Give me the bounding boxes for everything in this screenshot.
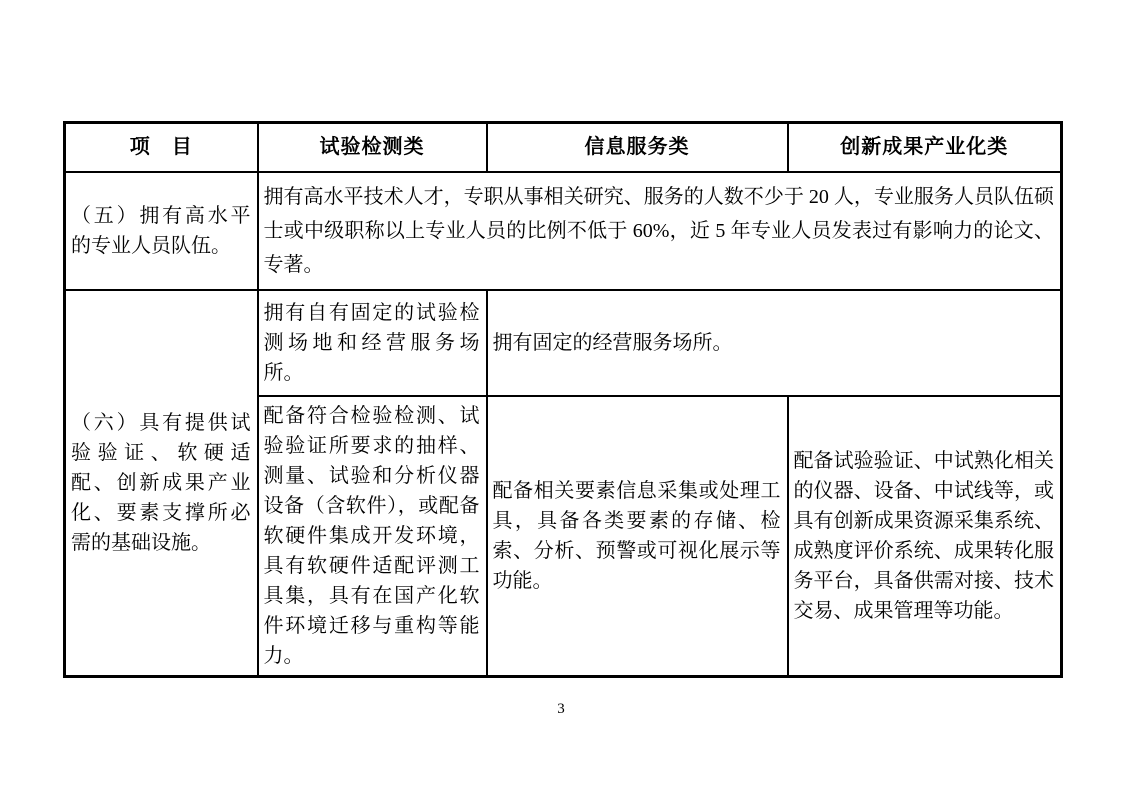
criteria-table	[63, 121, 1063, 678]
row6-innovation-facilities-cell: 配备试验验证、中试熟化相关的仪器、设备、中试线等，或具有创新成果资源采集系统、成熟度评价系统、成果转化服务平台，具备供需对接、技术交易、成果管理等功能。	[788, 396, 1062, 677]
column-header-info-service: 信息服务类	[487, 123, 788, 172]
table-row-five	[65, 172, 1062, 290]
table-row-six-a	[65, 290, 1062, 396]
row6-info-tools-cell: 配备相关要素信息采集或处理工具，具备各类要素的存储、检索、分析、预警或可视化展示等功能。	[487, 396, 788, 677]
column-header-innovation: 创新成果产业化类	[788, 123, 1062, 172]
column-header-item: 项 目	[65, 123, 258, 172]
row5-all-categories-cell: 拥有高水平技术人才，专职从事相关研究、服务的人数不少于 20 人，专业服务人员队伍硕士或中级职称以上专业人员的比例不低于 60%，近 5 年专业人员发表过有影响力的论文、专著。	[258, 172, 1062, 290]
table-header-row	[65, 123, 1062, 172]
row6-test-equipment-cell: 配备符合检验检测、试验验证所要求的抽样、测量、试验和分析仪器设备（含软件），或配备软硬件集成开发环境，具有软硬件适配评测工具集，具有在国产化软件环境迁移与重构等能力。	[258, 396, 487, 677]
row6-test-site-cell: 拥有自有固定的试验检测场地和经营服务场所。	[258, 290, 487, 396]
row6-service-site-cell: 拥有固定的经营服务场所。	[487, 290, 1062, 396]
row6-item-cell: （六）具有提供试验验证、软硬适配、创新成果产业化、要素支撑所必需的基础设施。	[65, 290, 258, 677]
row5-item-cell: （五）拥有高水平的专业人员队伍。	[65, 172, 258, 290]
column-header-testing: 试验检测类	[258, 123, 487, 172]
page-number: 3	[557, 701, 565, 717]
